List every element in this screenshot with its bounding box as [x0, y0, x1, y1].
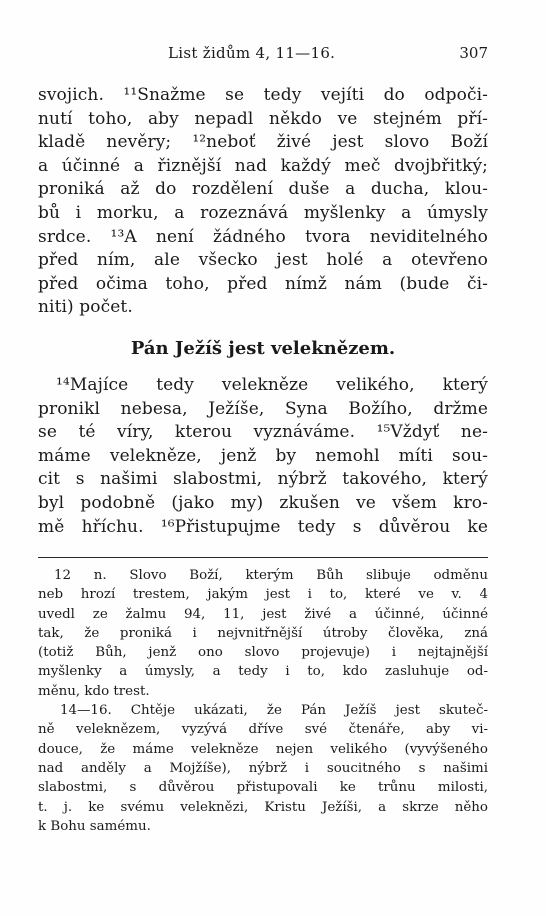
text-line: před očima toho, před nímž nám (bude či- [38, 273, 488, 294]
footnote-line: neb hrozí trestem, jakým jest i to, které ve v. 4 [38, 587, 488, 603]
text-line: kladě nevěry; ¹²neboť živé jest slovo Boží [38, 132, 488, 153]
footnote-line: douce, že máme velekněze nejen velikého (vyvýšeného [38, 741, 488, 757]
text-line: proniká až do rozdělení duše a ducha, klou- [38, 179, 488, 200]
page-header [38, 44, 488, 66]
footnote-line: t. j. ke svému veleknězi, Kristu Ježíši, a skrze něho [38, 799, 488, 815]
text-line: niti) počet. [38, 297, 133, 318]
footnote-line: myšlenky a úmysly, a tedy i to, kdo zasluhuje od- [38, 664, 488, 680]
text-line: máme velekněze, jenž by nemohl míti sou- [38, 445, 488, 466]
text-line: nutí toho, aby nepadl někdo ve stejném pří- [38, 108, 488, 129]
footnote-line: tak, že proniká i nejvnitřnější útroby člověka, zná [38, 625, 488, 641]
footnote-divider [38, 557, 488, 558]
text-line: pronikl nebesa, Ježíše, Syna Božího, držme [38, 398, 488, 419]
footnotes [38, 566, 488, 836]
footnote-line: (totiž Bůh, jenž ono slovo projevuje) i nejtajnější [38, 645, 488, 661]
main-text [38, 84, 488, 539]
text-line: cit s našimi slabostmi, nýbrž takového, který [38, 469, 488, 490]
footnote-line: nad anděly a Mojžíše), nýbrž i soucitného s našimi [38, 760, 488, 776]
footnote-line: 14—16. Chtěje ukázati, že Pán Ježíš jest skuteč- [60, 703, 488, 719]
text-line: byl podobně (jako my) zkušen ve všem kro- [38, 492, 488, 513]
text-line: svojich. ¹¹Snažme se tedy vejíti do odpoči- [38, 85, 488, 105]
footnote-line: 12 n. Slovo Boží, kterým Bůh slibuje odměnu [54, 568, 488, 583]
text-line: ¹⁴Majíce tedy velekněze velikého, který [56, 374, 488, 395]
running-title: List židům 4, 11—16. [168, 44, 336, 62]
text-line: bů i morku, a rozeznává myšlenky a úmysly [38, 202, 488, 223]
footnote-line: k Bohu samému. [38, 818, 151, 834]
text-line: srdce. ¹³A není žádného tvora neviditelného [38, 226, 488, 247]
footnote-line: uvedl ze žalmu 94, 11, jest živé a účinné, účinné [38, 606, 488, 622]
text-line: se té víry, kterou vyznáváme. ¹⁵Vždyť ne- [38, 422, 488, 443]
text-line: a účinné a řiznější nad každý meč dvojbřitký; [38, 155, 488, 176]
text-line: mě hříchu. ¹⁶Přistupujme tedy s důvěrou ke [38, 516, 488, 537]
page-number: 307 [459, 44, 488, 62]
footnote-line: měnu, kdo trest. [38, 683, 150, 699]
section-heading: Pán Ježíš jest veleknězem. [130, 337, 396, 359]
footnote-line: ně veleknězem, vyzývá dříve své čtenáře, aby vi- [38, 722, 488, 738]
footnote-line: slabostmi, s důvěrou přistupovali ke trůnu milosti, [38, 780, 488, 796]
text-line: před ním, ale všecko jest holé a otevřeno [38, 250, 488, 271]
